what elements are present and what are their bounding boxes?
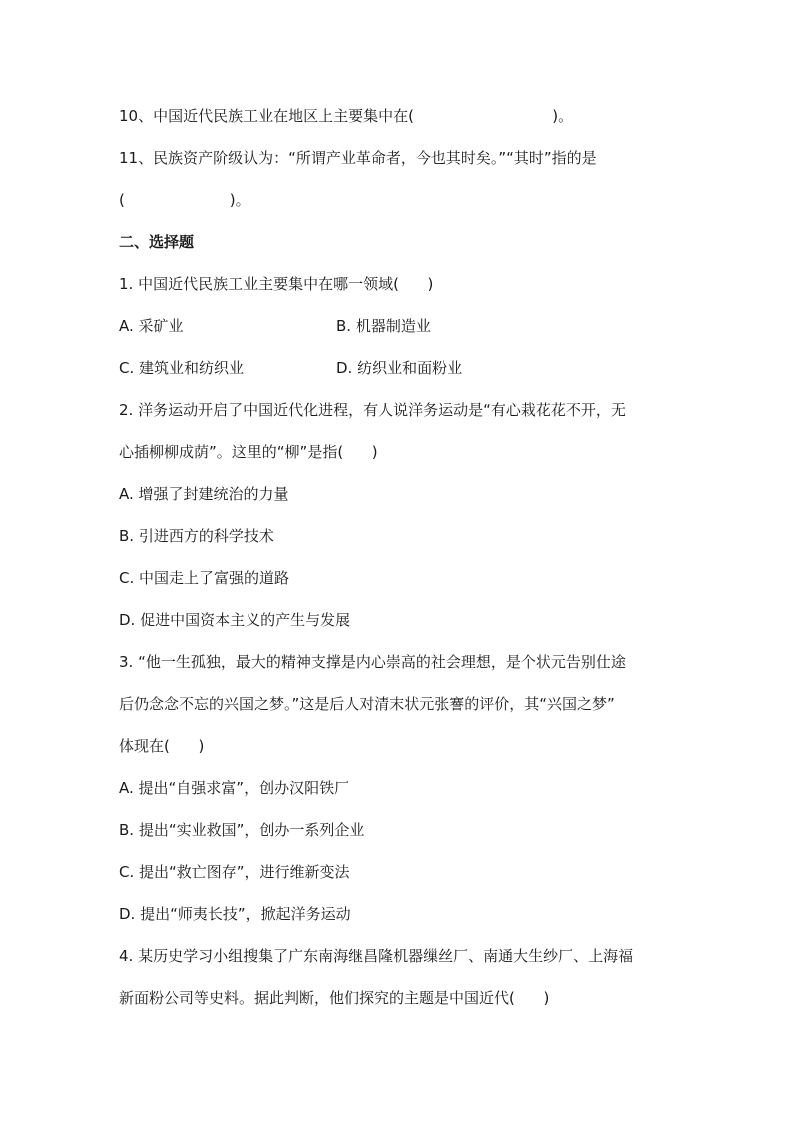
- question-1-option-b: B. 机器制造业: [336, 317, 431, 335]
- fill-in-question-11-line-2: ( )。: [119, 191, 251, 209]
- section-title: 二、选择题: [119, 233, 195, 251]
- question-3-option-a: A. 提出“自强求富”，创办汉阳铁厂: [119, 779, 350, 797]
- question-3-stem-line-3: 体现在( ): [119, 737, 205, 755]
- fill-in-question-11-line-1: 11、民族资产阶级认为：“所谓产业革命者，今也其时矣。”“其时”指的是: [119, 149, 597, 167]
- question-3-option-b: B. 提出“实业救国”，创办一系列企业: [119, 821, 365, 839]
- question-2-option-a: A. 增强了封建统治的力量: [119, 485, 289, 503]
- question-2-option-d: D. 促进中国资本主义的产生与发展: [119, 611, 351, 629]
- question-3-stem-line-2: 后仍念念不忘的兴国之梦。”这是后人对清末状元张謇的评价，其“兴国之梦”: [119, 695, 615, 713]
- question-2-option-c: C. 中国走上了富强的道路: [119, 569, 290, 587]
- question-1-option-c: C. 建筑业和纺织业: [119, 359, 245, 377]
- question-4-stem-line-1: 4. 某历史学习小组搜集了广东南海继昌隆机器缫丝厂、南通大生纱厂、上海福: [119, 947, 634, 965]
- question-3-stem-line-1: 3. “他一生孤独，最大的精神支撑是内心崇高的社会理想，是个状元告别仕途: [119, 653, 626, 671]
- question-4-stem-line-2: 新面粉公司等史料。据此判断，他们探究的主题是中国近代( ): [119, 989, 550, 1007]
- question-2-option-b: B. 引进西方的科学技术: [119, 527, 274, 545]
- question-1-option-d: D. 纺织业和面粉业: [336, 359, 463, 377]
- question-3-option-d: D. 提出“师夷长技”，掀起洋务运动: [119, 905, 351, 923]
- question-1-option-a: A. 采矿业: [119, 317, 184, 335]
- question-1-stem: 1. 中国近代民族工业主要集中在哪一领域( ): [119, 275, 434, 293]
- question-3-option-c: C. 提出“救亡图存”，进行维新变法: [119, 863, 350, 881]
- question-2-stem-line-1: 2. 洋务运动开启了中国近代化进程，有人说洋务运动是“有心栽花花不开，无: [119, 401, 626, 419]
- fill-in-question-10: 10、中国近代民族工业在地区上主要集中在( )。: [119, 107, 574, 125]
- question-2-stem-line-2: 心插柳柳成荫”。这里的“柳”是指( ): [119, 443, 378, 461]
